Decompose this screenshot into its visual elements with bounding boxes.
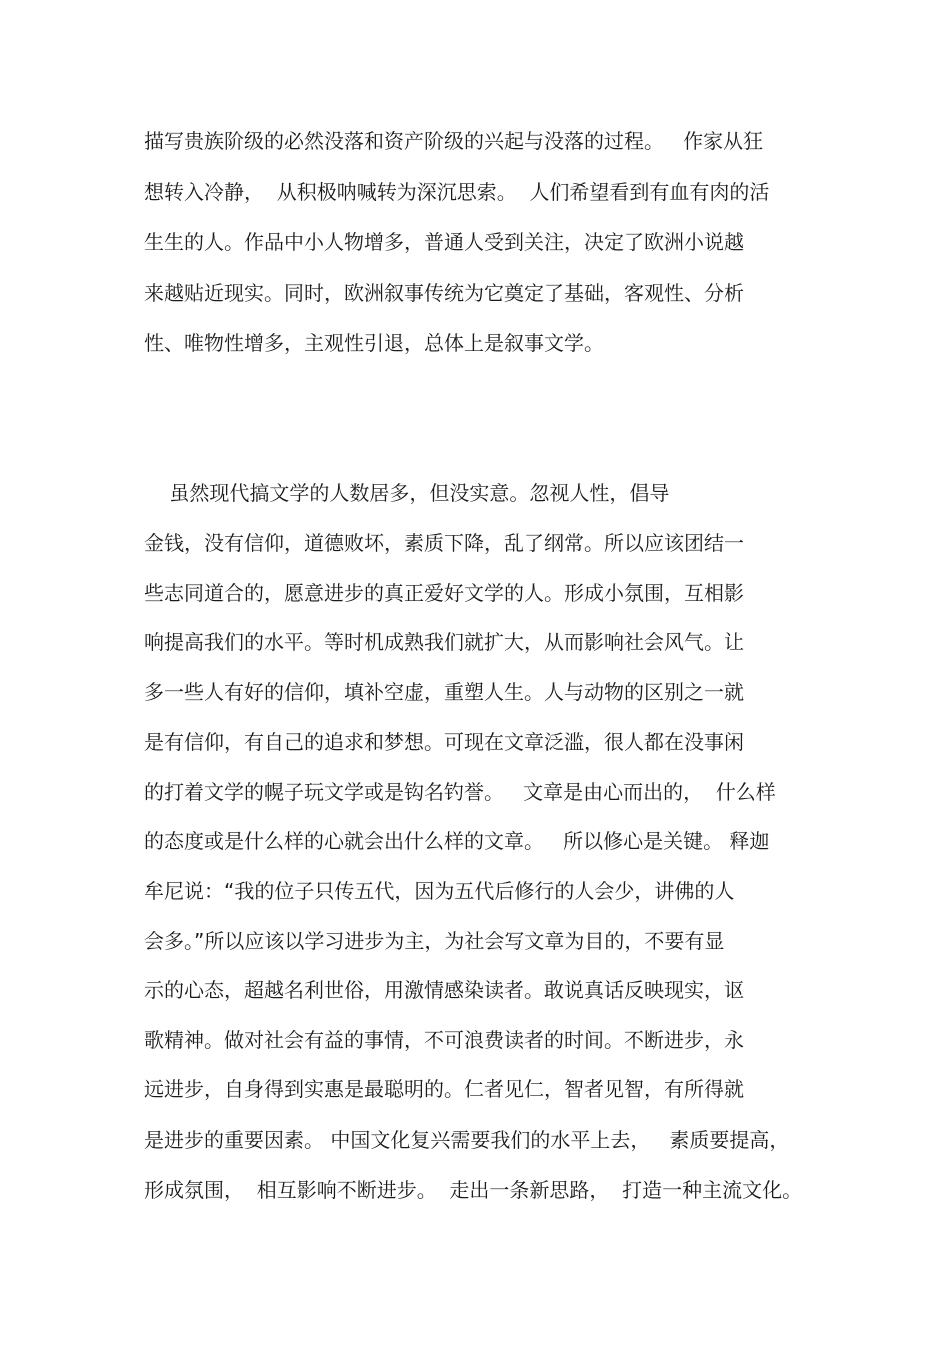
paragraph-2-line-3: 些志同道合的，愿意进步的真正爱好文学的人。形成小氛围，互相影 [144,581,744,605]
paragraph-2-line-9: 牟尼说：“我的位子只传五代，因为五代后修行的人会少，讲佛的人 [144,879,735,903]
paragraph-1-line-1: 描写贵族阶级的必然没落和资产阶级的兴起与没落的过程。 作家从狂 [144,129,764,153]
paragraph-2-line-12: 歌精神。做对社会有益的事情，不可浪费读者的时间。不断进步，永 [144,1028,744,1052]
paragraph-2-line-8: 的态度或是什么样的心就会出什么样的文章。 所以修心是关键。 释迦 [144,829,770,853]
paragraph-1-line-3: 生生的人。作品中小人物增多，普通人受到关注，决定了欧洲小说越 [144,230,744,254]
paragraph-2-line-6: 是有信仰，有自己的追求和梦想。可现在文章泛滥，很人都在没事闲 [144,730,744,754]
paragraph-2-line-2: 金钱，没有信仰，道德败坏，素质下降，乱了纲常。所以应该团结一 [144,531,744,555]
paragraph-1-line-5: 性、唯物性增多，主观性引退，总体上是叙事文学。 [144,331,604,355]
paragraph-2-line-4: 响提高我们的水平。等时机成熟我们就扩大，从而影响社会风气。让 [144,630,744,654]
paragraph-1-line-4: 来越贴近现实。同时，欧洲叙事传统为它奠定了基础，客观性、分析 [144,281,744,305]
paragraph-2-line-11: 示的心态，超越名利世俗，用激情感染读者。敢说真话反映现实，讴 [144,978,744,1002]
paragraph-2-line-13: 远进步，自身得到实惠是最聪明的。仁者见仁，智者见智，有所得就 [144,1077,744,1101]
paragraph-2-line-14: 是进步的重要因素。 中国文化复兴需要我们的水平上去， 素质要提高， [144,1128,790,1152]
paragraph-2-line-5: 多一些人有好的信仰，填补空虚，重塑人生。人与动物的区别之一就 [144,680,744,704]
paragraph-2-line-7: 的打着文学的幌子玩文学或是钩名钓誉。 文章是由心而出的， 什么样 [144,780,776,804]
paragraph-1-line-2: 想转入冷静， 从积极呐喊转为深沉思索。 人们希望看到有血有肉的活 [144,180,770,204]
paragraph-2-line-1: 虽然现代搞文学的人数居多，但没实意。忽视人性，倡导 [144,481,670,505]
paragraph-2-line-10: 会多。”所以应该以学习进步为主，为社会写文章为目的，不要有显 [144,929,725,953]
paragraph-2-line-15: 形成氛围， 相互影响不断进步。 走出一条新思路， 打造一种主流文化。 [144,1178,803,1202]
